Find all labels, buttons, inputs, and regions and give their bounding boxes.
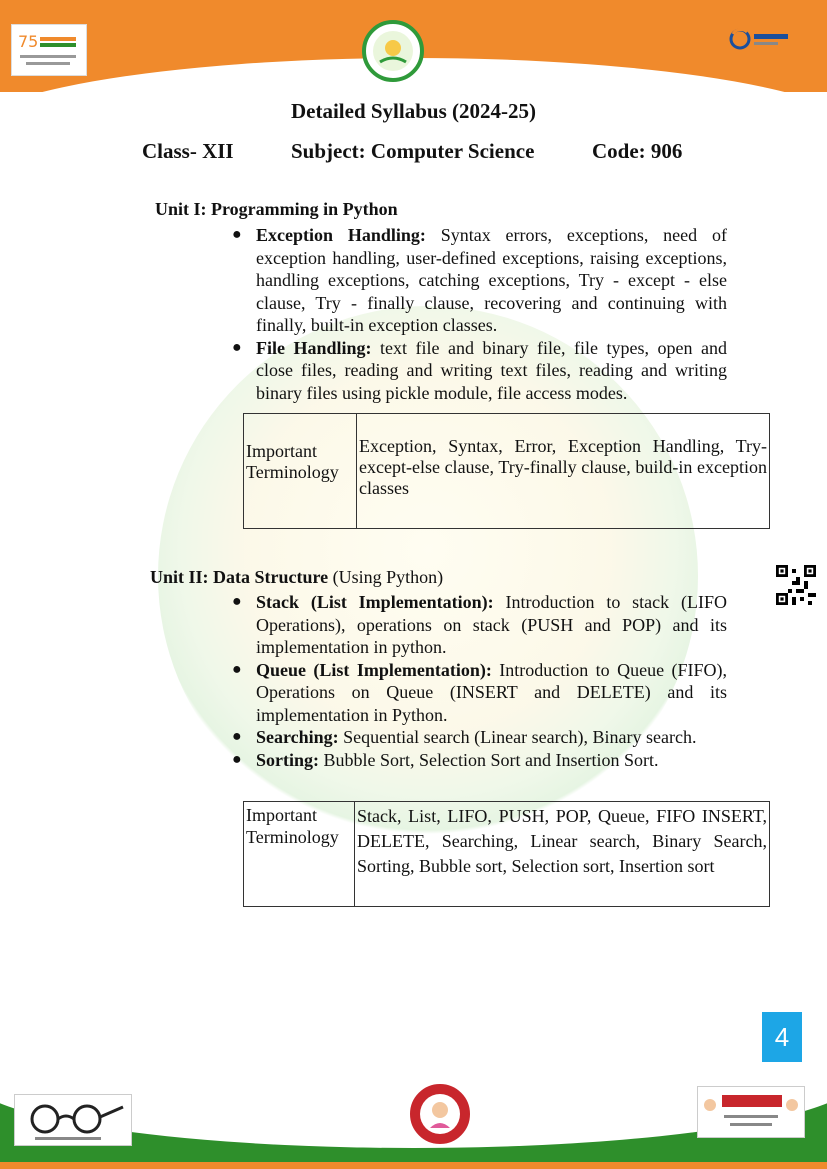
list-item bbox=[230, 337, 727, 405]
topic-description: Bubble Sort, Selection Sort and Insertion Sort. bbox=[319, 749, 659, 770]
class-label: Class- XII bbox=[142, 139, 234, 163]
topic-name: Sorting: bbox=[256, 749, 319, 770]
page-title: Detailed Syllabus (2024-25) bbox=[290, 99, 536, 123]
terminology-label: Important Terminology bbox=[244, 414, 357, 529]
terminology-text: Stack, List, LIFO, PUSH, POP, Queue, FIFO INSERT, DELETE, Searching, Linear search, Binary Search, Sorting, Bubble sort, Selection sort, Insertion sort bbox=[355, 802, 770, 907]
unit-2-heading-bold: Unit II: Data Structure bbox=[150, 567, 329, 587]
list-item bbox=[230, 659, 727, 727]
footer-edge bbox=[0, 1162, 827, 1169]
haryana-vidyalaya-shiksha-board-emblem bbox=[362, 20, 424, 82]
topic-description: text file and binary file, file types, open and close files, reading and writing text files, reading and writing binary files using pickle module, file access modes. bbox=[256, 337, 727, 403]
bullet-icon: ● bbox=[232, 750, 242, 768]
topic-name: Searching: bbox=[256, 727, 339, 747]
unit-2-terminology-table bbox=[243, 801, 770, 907]
bullet-icon: ● bbox=[232, 226, 242, 243]
bullet-icon: ● bbox=[232, 338, 242, 356]
code-label: Code: 906 bbox=[592, 139, 683, 163]
azadi-amrit-mahotsav-logo bbox=[11, 24, 87, 76]
unit-1-topic-list bbox=[230, 224, 727, 404]
terminology-text: Exception, Syntax, Error, Exception Handling, Try-except-else clause, Try-finally clause, build-in exception classes bbox=[357, 414, 770, 529]
bullet-icon: ● bbox=[232, 660, 242, 678]
topic-name: Stack (List Implementation): bbox=[256, 592, 494, 612]
list-item bbox=[230, 591, 727, 659]
unit-2-topic-list bbox=[230, 591, 727, 771]
topic-name: Queue (List Implementation): bbox=[256, 659, 492, 680]
bullet-icon: ● bbox=[232, 593, 242, 610]
svg-text:75: 75 bbox=[18, 32, 39, 51]
topic-description: Introduction to Queue (FIFO), Operations on Queue (INSERT and DELETE) and its implementation in Python. bbox=[256, 659, 728, 725]
bullet-icon: ● bbox=[232, 728, 242, 745]
beti-bachao-emblem bbox=[407, 1081, 473, 1147]
list-item bbox=[230, 224, 727, 337]
unit-2-heading-rest: (Using Python) bbox=[328, 567, 444, 587]
topic-name: Exception Handling: bbox=[256, 225, 426, 245]
subject-label: Subject: Computer Science bbox=[291, 139, 535, 163]
list-item bbox=[230, 749, 727, 772]
unit-1-terminology-table bbox=[243, 413, 770, 529]
unit-2-heading bbox=[150, 567, 443, 588]
digital-india-logo bbox=[728, 22, 810, 56]
topic-name: File Handling: bbox=[256, 337, 372, 358]
unit-1-heading: Unit I: Programming in Python bbox=[155, 199, 398, 219]
qr-code-icon[interactable] bbox=[776, 565, 816, 605]
topic-description: Syntax errors, exceptions, need of exception handling, user-defined exceptions, raising exceptions, handling exceptions, catching exceptions, Try - except - else clause, Try - finally clause, recovering and continuing with finally, built-in exception classes. bbox=[256, 225, 727, 335]
topic-description: Sequential search (Linear search), Binary search. bbox=[338, 727, 697, 747]
swachh-bharat-logo bbox=[14, 1094, 132, 1146]
shiksha-ka-adhikar-logo bbox=[697, 1086, 805, 1138]
topic-description: Introduction to stack (LIFO Operations), operations on stack (PUSH and POP) and its implementation in python. bbox=[256, 592, 727, 657]
list-item bbox=[230, 726, 727, 749]
terminology-label: Important Terminology bbox=[244, 802, 355, 907]
page-number-badge: 4 bbox=[762, 1012, 802, 1062]
